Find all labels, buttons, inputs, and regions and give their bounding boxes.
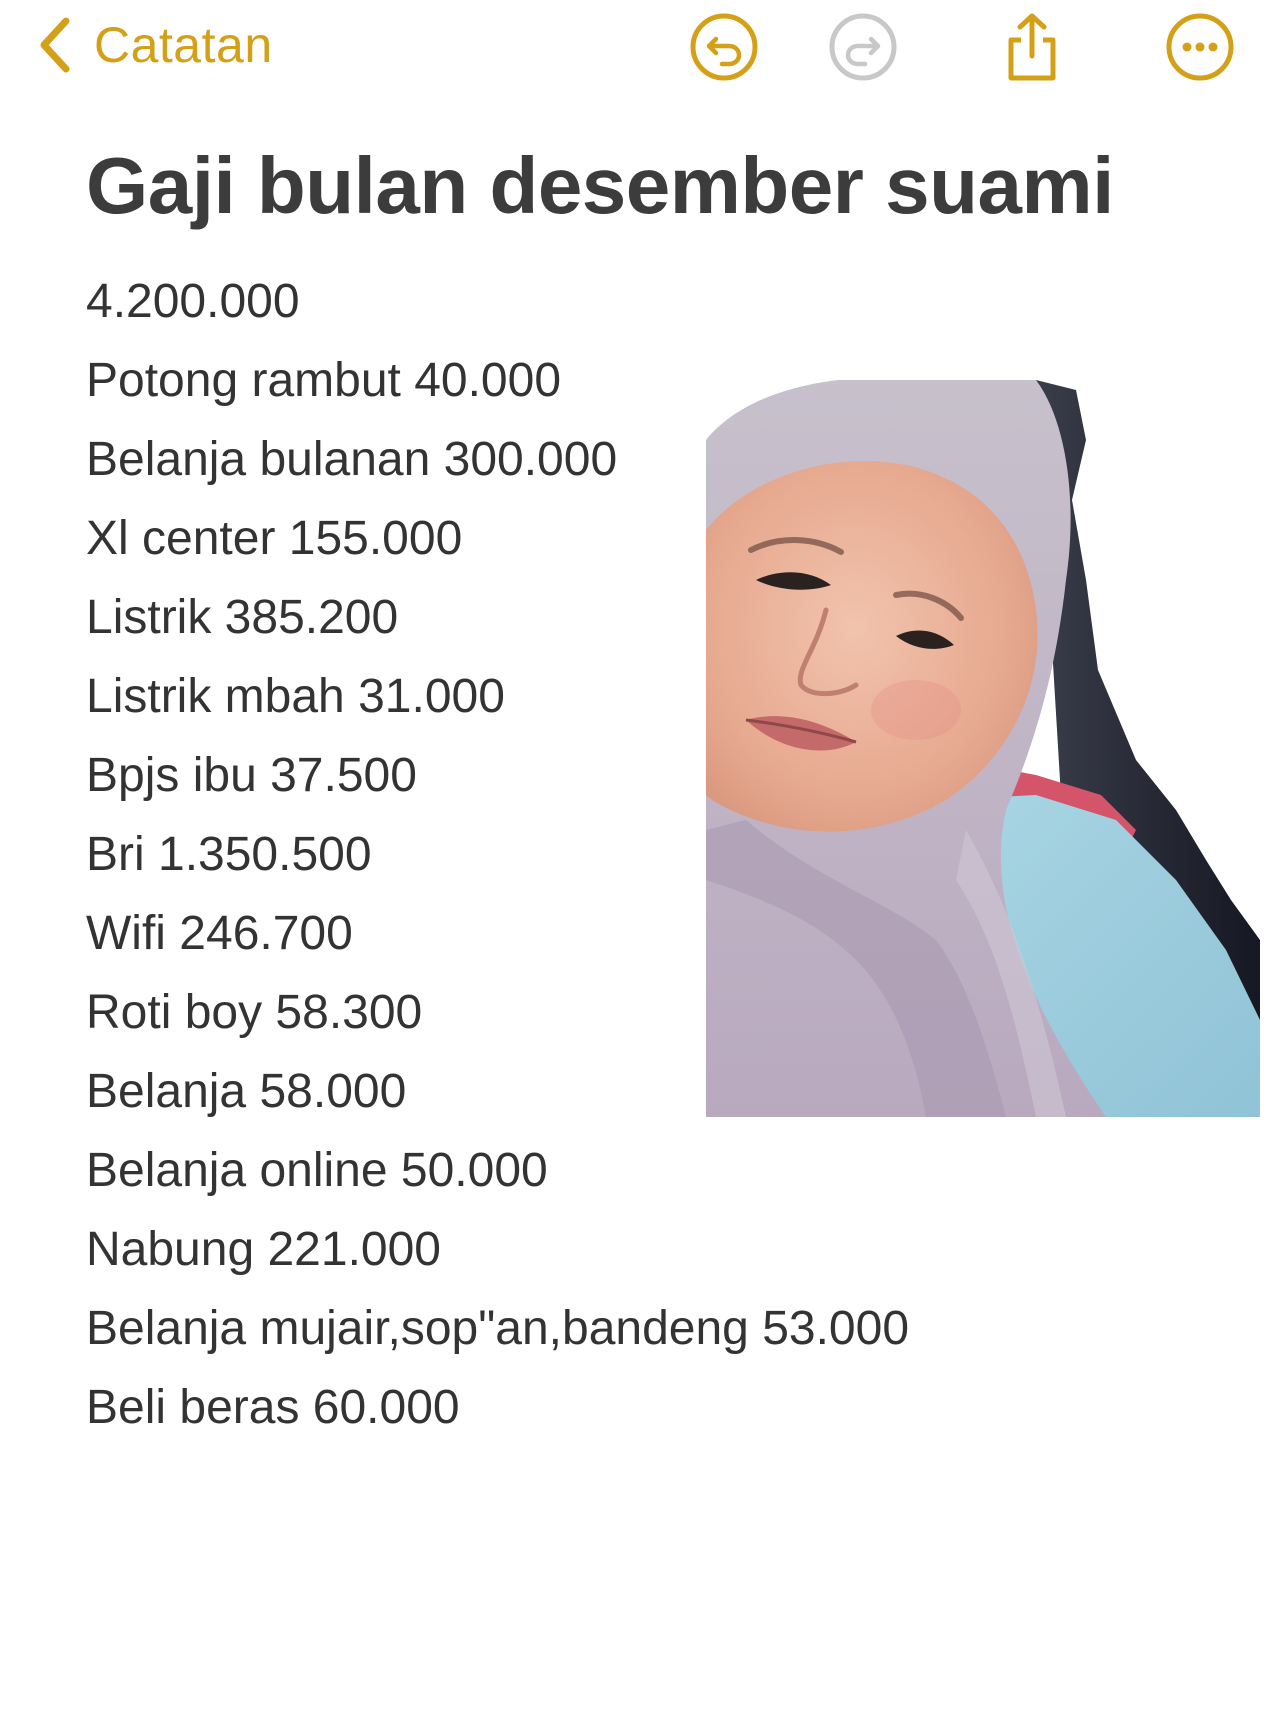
note-line[interactable]: 4.200.000: [86, 275, 300, 328]
undo-icon: [689, 12, 759, 82]
person-photo[interactable]: [706, 380, 1260, 1117]
note-line[interactable]: Belanja mujair,sop"an,bandeng 53.000: [86, 1302, 910, 1355]
back-label: Catatan: [94, 17, 273, 73]
undo-button[interactable]: [689, 12, 759, 82]
navigation-bar: [0, 0, 1284, 100]
person-photo-illustration: [706, 380, 1260, 1117]
note-line[interactable]: Potong rambut 40.000: [86, 354, 562, 407]
redo-button[interactable]: [828, 12, 898, 82]
note-line[interactable]: Xl center 155.000: [86, 512, 463, 565]
note-line[interactable]: Listrik mbah 31.000: [86, 670, 505, 723]
more-button[interactable]: [1165, 12, 1235, 82]
share-icon: [997, 12, 1067, 82]
note-line[interactable]: Bpjs ibu 37.500: [86, 749, 417, 802]
back-button[interactable]: [36, 12, 273, 78]
more-icon: [1165, 12, 1235, 82]
note-line[interactable]: Beli beras 60.000: [86, 1381, 460, 1434]
note-line[interactable]: Bri 1.350.500: [86, 828, 372, 881]
share-button[interactable]: [997, 12, 1067, 82]
note-line[interactable]: Belanja 58.000: [86, 1065, 407, 1118]
note-line[interactable]: Listrik 385.200: [86, 591, 399, 644]
note-line[interactable]: Nabung 221.000: [86, 1223, 441, 1276]
note-line[interactable]: Belanja bulanan 300.000: [86, 433, 618, 486]
note-title[interactable]: Gaji bulan desember suami: [86, 141, 1114, 230]
note-line[interactable]: Roti boy 58.300: [86, 986, 423, 1039]
note-line[interactable]: Wifi 246.700: [86, 907, 353, 960]
chevron-left-icon: [36, 15, 72, 75]
note-line[interactable]: Belanja online 50.000: [86, 1144, 548, 1197]
redo-icon: [828, 12, 898, 82]
